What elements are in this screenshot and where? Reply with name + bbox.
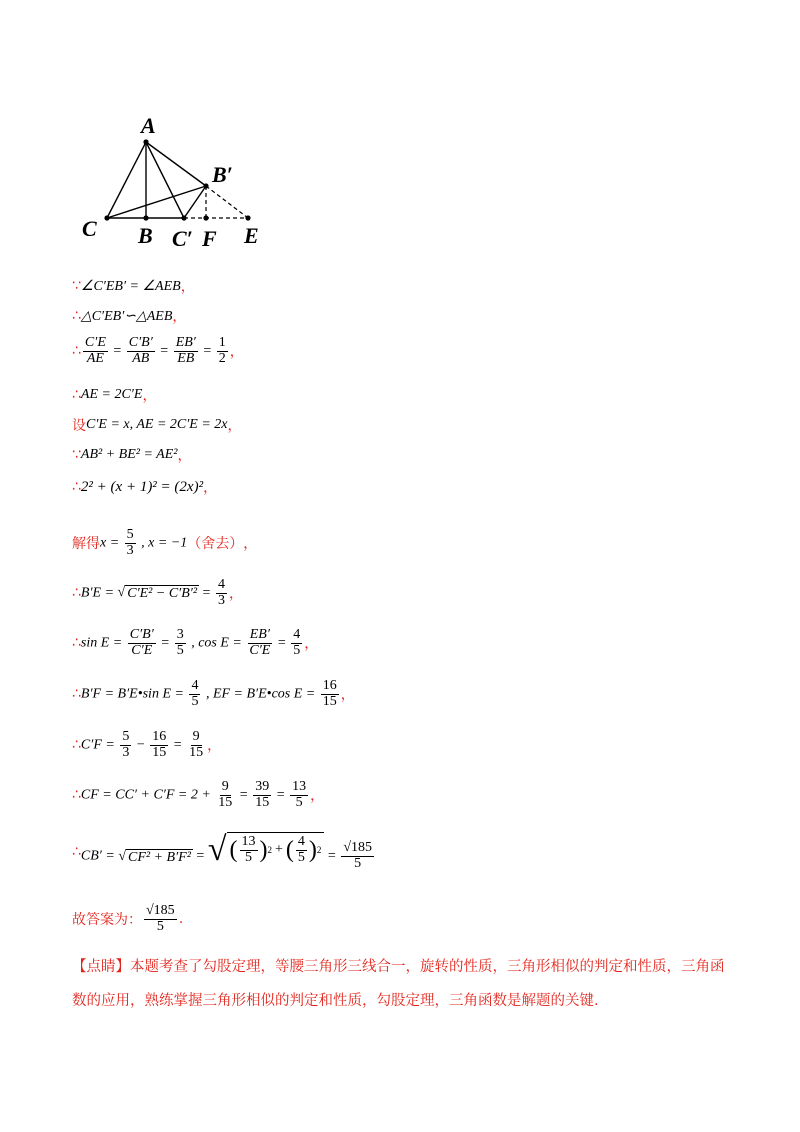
fraction [127,336,155,366]
step-prefix: ∵ [72,447,81,463]
denominator: 2 [218,350,226,366]
step-solution [72,528,257,558]
radicand: CF² + B′F² [128,849,191,865]
step-pythagoras [72,445,191,465]
step-b-prime-f-ef [72,679,355,709]
step-prefix: 解得 [72,536,100,553]
expression-part: x = [100,535,120,551]
numerator: 9 [192,729,200,744]
step-b-prime-e [72,578,243,608]
segment-b-prime-e-dashed [206,186,248,218]
denominator: 5 [295,794,303,810]
expression-part: , EF = B′E•cos E = [205,686,316,702]
step-expression: ∠C′EB′ = ∠AEB [80,278,181,294]
label-e: E [244,223,259,248]
denominator: 15 [255,794,270,810]
denominator: 5 [176,642,184,658]
denominator: 5 [293,642,301,658]
fraction [240,835,258,865]
denominator: AE [86,350,104,366]
step-trig-values: ∴ sin E = $\frac{C'B'}{C'E}$ = $\frac{3}{5}$ , cos E = $\frac{EB'}{C'E}$ = $\frac{4}{5}$ ， [72,627,319,658]
point-c [104,215,109,220]
step-equation [72,477,217,497]
expression-part: = [202,585,211,601]
denominator: EB [177,350,195,366]
numerator: 4 [293,627,301,642]
numerator: √185 [343,840,372,856]
label-b-prime: B′ [212,162,233,187]
numerator: 13 [292,779,307,794]
step-prefix: ∴ [72,308,81,324]
denominator: C′E [249,642,271,658]
point-b [143,215,148,220]
step-cf: ∴ CF = CC′ + C′F = 2 + $\frac{9}{15}$ = $\frac{39}{15}$ = $\frac{13}{5}$ ， [72,779,325,810]
fraction [291,628,302,658]
numerator: C′B′ [128,335,153,350]
segment-ac-prime [146,142,184,218]
fraction [128,628,156,658]
numerator: 16 [322,678,337,693]
point-c-prime [181,215,186,220]
fraction [247,628,272,658]
step-expression: 2² + (x + 1)² = (2x)² [80,478,204,495]
step-prefix: 设 [72,418,86,434]
answer-prefix: 故答案为： [72,912,142,929]
comment-tag: 【点睛】 [72,959,130,975]
step-prefix: ∴ [72,686,81,703]
expression-part: CF = CC′ + C′F = 2 + [80,787,211,803]
step-suffix: ， [227,418,242,434]
step-prefix: ∴ [72,843,81,860]
step-suffix: ， [207,738,222,755]
step-ae-relation [72,385,156,405]
expression-part: CB′ = [80,848,115,864]
step-cb-prime: ∴ CB′ = √ CF² + B′F² = √ ( $\frac{13}{5}$ ) 2 + ( $\frac{4}{5}$ ) 2 = $\frac{√185}{5}$ [72,830,372,871]
segment-cb-prime [107,186,206,218]
step-ratio: ∴ $\frac{C'E}{AE}$ = $\frac{C'B'}{AB}$ = $\frac{EB'}{EB}$ = $\frac{1}{2}$ ， [72,335,244,366]
numerator: 16 [152,729,167,744]
denominator: 3 [217,592,225,608]
answer-fraction [144,904,177,934]
fraction [217,336,228,366]
step-suffix: ， [228,586,243,603]
fraction [175,628,186,658]
point-a [143,139,148,144]
step-suffix: ， [229,344,244,361]
label-a: A [141,113,156,138]
fraction [189,679,200,709]
denominator: 15 [322,693,337,709]
numerator: 5 [126,527,134,542]
numerator: EB′ [175,335,196,350]
fraction [125,528,136,558]
numerator: 4 [191,678,199,693]
step-suffix: ， [180,279,195,295]
denominator: 5 [297,849,305,865]
numerator: 9 [221,779,229,794]
square-root: √ CF² + B′F² [118,848,191,865]
step-similar-triangles [72,306,186,326]
numerator: EB′ [249,627,270,642]
numerator: 3 [176,627,184,642]
denominator: 15 [152,744,167,760]
answer-suffix: . [178,911,184,928]
label-f: F [202,226,217,251]
numerator: 4 [217,577,225,592]
label-c: C [82,216,97,241]
numerator: 13 [241,834,256,849]
step-prefix: ∴ [72,479,81,495]
step-expression: △C′EB′∽△AEB [80,308,173,324]
numerator: √185 [146,903,175,918]
step-suffix: ， [172,309,187,325]
step-suffix: ， [142,388,157,404]
radicand: C′E² − C′B′² [127,586,198,602]
step-prefix: ∴ [72,737,81,754]
denominator: AB [132,350,150,366]
denominator: 5 [191,693,199,709]
step-prefix: ∴ [72,387,81,403]
denominator: 5 [245,849,252,865]
fraction [187,730,205,760]
label-b: B [138,223,153,248]
fraction [174,336,198,366]
step-suffix: ， [203,480,218,496]
point-b-prime [203,183,208,188]
fraction [120,730,131,760]
final-answer [72,904,183,934]
step-expression: AE = 2C′E [80,387,143,402]
step-suffix: ， [304,636,319,653]
square-root: √ C′E² − C′B′² [117,585,198,602]
step-prefix: ∴ [72,635,81,652]
denominator: 5 [156,918,164,934]
expression-part: , x = −1 [141,535,188,551]
step-angle-equal [72,276,195,296]
fraction [296,835,307,865]
comment-paragraph [72,950,732,1018]
step-suffix: ， [243,536,258,553]
expression-part: , cos E = [191,635,242,651]
comment-text: 本题考查了勾股定理，等腰三角形三线合一，旋转的性质，三角形相似的判定和性质，三角函数的应用，熟练掌握三角形相似的判定和性质，勾股定理，三角函数是解题的关键. [72,959,725,1009]
step-expression: AB² + BE² = AE² [80,447,178,462]
segment-ab-prime [146,142,206,186]
numerator: 4 [297,834,305,849]
numerator: C′E [84,335,106,350]
denominator: 5 [354,855,362,871]
step-set-variable [72,415,242,435]
fraction [216,578,227,608]
fraction [290,780,308,810]
segment-c-prime-b-prime [184,186,206,218]
numerator: 5 [122,729,130,744]
step-suffix: ， [340,687,355,704]
geometry-figure [0,0,800,260]
point-e [245,215,250,220]
step-suffix: ， [310,788,325,805]
discard-note: （舍去） [187,536,244,553]
fraction [321,679,339,709]
step-expression: C′E = x, AE = 2C′E = 2x [86,417,228,432]
fraction [216,780,234,810]
step-prefix: ∴ [72,343,81,360]
numerator: C′B′ [129,627,154,642]
point-f [203,215,208,220]
denominator: 15 [218,794,233,810]
fraction [150,730,168,760]
denominator: 3 [126,542,134,558]
fraction [341,841,374,871]
denominator: C′E [131,642,153,658]
step-c-prime-f: ∴ C′F = $\frac{5}{3}$ − $\frac{16}{15}$ = $\frac{9}{15}$ ， [72,729,222,760]
label-c-prime: C′ [172,226,193,251]
step-suffix: ， [177,448,192,464]
step-prefix: ∴ [72,585,81,602]
fraction [83,336,108,366]
step-prefix: ∴ [72,787,81,804]
square-root: √ ( $\frac{13}{5}$ ) 2 + ( $\frac{4}{5}$ ) 2 [208,832,325,867]
step-prefix: ∵ [72,278,81,294]
fraction [253,780,271,810]
expression-part: B′E = [80,585,115,601]
denominator: 15 [189,744,204,760]
numerator: 39 [255,779,270,794]
expression-part: sin E = [80,635,123,651]
numerator: 1 [218,335,226,350]
expression-part: C′F = [80,737,115,753]
expression-part: B′F = B′E•sin E = [80,686,184,702]
denominator: 3 [122,744,130,760]
